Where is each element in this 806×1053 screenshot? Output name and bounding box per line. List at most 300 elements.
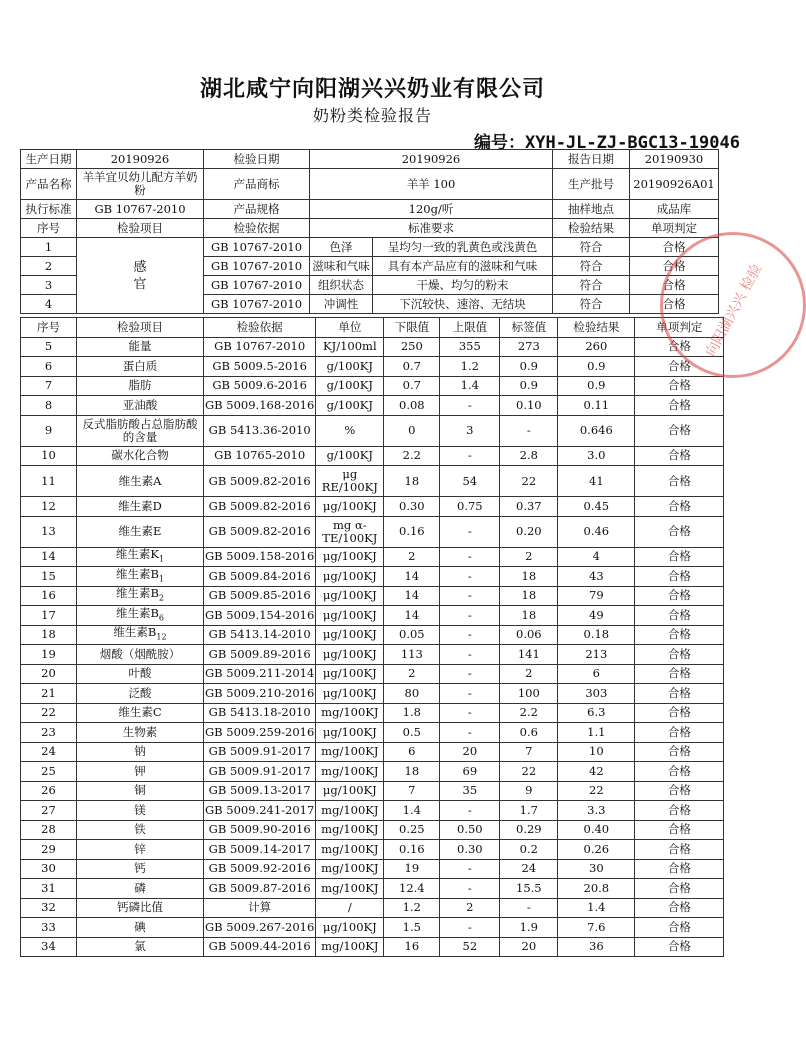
test-item: 铜	[77, 781, 204, 801]
test-basis: GB 5009.211-2014	[204, 664, 316, 684]
label-value: 0.2	[500, 840, 558, 860]
row-number: 12	[21, 497, 77, 517]
test-basis: GB 5009.168-2016	[204, 396, 316, 416]
test-item: 氯	[77, 937, 204, 957]
test-result: 3.0	[558, 446, 635, 466]
site-label: 抽样地点	[553, 200, 630, 219]
judgement: 合格	[635, 357, 724, 377]
test-item: 钠	[77, 742, 204, 762]
table-row	[21, 742, 724, 762]
test-basis: GB 10767-2010	[204, 257, 310, 276]
table-row	[21, 586, 724, 606]
table-row	[21, 859, 724, 879]
test-result: 0.11	[558, 396, 635, 416]
label-value: 18	[500, 567, 558, 587]
test-item: 钙磷比值	[77, 898, 204, 918]
table-row	[21, 238, 719, 257]
upper-limit: 3	[440, 415, 500, 446]
label-value: 0.9	[500, 357, 558, 377]
judgement: 合格	[635, 723, 724, 743]
test-item: 亚油酸	[77, 396, 204, 416]
judgement: 合格	[635, 337, 724, 357]
test-basis: GB 5009.154-2016	[204, 606, 316, 626]
test-result: 260	[558, 337, 635, 357]
unit: g/100KJ	[316, 396, 384, 416]
label-value: 20	[500, 937, 558, 957]
test-date: 20190926	[310, 150, 553, 169]
judgement: 合格	[635, 879, 724, 899]
test-results-table	[20, 317, 724, 957]
spec-label: 产品规格	[204, 200, 310, 219]
label-value: -	[500, 898, 558, 918]
test-basis: GB 5009.84-2016	[204, 567, 316, 587]
label-value: 7	[500, 742, 558, 762]
table-row	[21, 516, 724, 547]
report-date: 20190930	[630, 150, 719, 169]
test-item: 维生素$K_1$	[77, 547, 204, 567]
test-item: 泛酸	[77, 684, 204, 704]
results-header-1: 检验项目	[77, 318, 204, 338]
standard-requirement: 干燥、均匀的粉末	[373, 276, 553, 295]
test-item: 磷	[77, 879, 204, 899]
lower-limit: 6	[384, 742, 440, 762]
lower-limit: 14	[384, 567, 440, 587]
row-number: 26	[21, 781, 77, 801]
upper-limit: 1.2	[440, 357, 500, 377]
judgement: 合格	[635, 376, 724, 396]
results-header-8: 单项判定	[635, 318, 724, 338]
upper-limit: 0.50	[440, 820, 500, 840]
upper-limit: -	[440, 645, 500, 665]
test-basis: GB 5009.91-2017	[204, 742, 316, 762]
label-value: 0.10	[500, 396, 558, 416]
item-subscript: 1	[159, 554, 165, 564]
table-row	[21, 918, 724, 938]
test-result: 213	[558, 645, 635, 665]
table-row	[21, 664, 724, 684]
label-value: 0.20	[500, 516, 558, 547]
judgement: 合格	[635, 801, 724, 821]
unit: mg/100KJ	[316, 703, 384, 723]
batch: 20190926A01	[630, 169, 719, 200]
upper-limit: 54	[440, 466, 500, 497]
upper-limit: 20	[440, 742, 500, 762]
test-item: 镁	[77, 801, 204, 821]
judgement: 合格	[630, 238, 719, 257]
upper-limit: -	[440, 586, 500, 606]
standard: GB 10767-2010	[77, 200, 204, 219]
row-number: 24	[21, 742, 77, 762]
upper-limit: -	[440, 879, 500, 899]
test-result: 1.4	[558, 898, 635, 918]
unit: μg/100KJ	[316, 567, 384, 587]
lower-limit: 0.30	[384, 497, 440, 517]
results-header-7: 检验结果	[558, 318, 635, 338]
test-basis: GB 5009.14-2017	[204, 840, 316, 860]
test-basis: GB 5009.13-2017	[204, 781, 316, 801]
table-row	[21, 497, 724, 517]
test-result: 0.40	[558, 820, 635, 840]
row-number: 31	[21, 879, 77, 899]
label-value: 2.2	[500, 703, 558, 723]
test-result: 符合	[553, 295, 630, 314]
test-basis: GB 5009.90-2016	[204, 820, 316, 840]
lower-limit: 0.5	[384, 723, 440, 743]
test-result: 303	[558, 684, 635, 704]
standard-requirement: 呈均匀一致的乳黄色或浅黄色	[373, 238, 553, 257]
test-basis: GB 5413.18-2010	[204, 703, 316, 723]
lower-limit: 19	[384, 859, 440, 879]
test-result: 10	[558, 742, 635, 762]
lower-limit: 0.25	[384, 820, 440, 840]
lower-limit: 0.7	[384, 357, 440, 377]
test-item: 维生素$B_{12}$	[77, 625, 204, 645]
lower-limit: 1.5	[384, 918, 440, 938]
table-row	[21, 879, 724, 899]
lower-limit: 80	[384, 684, 440, 704]
row-number: 14	[21, 547, 77, 567]
unit: mg/100KJ	[316, 742, 384, 762]
judgement: 合格	[635, 742, 724, 762]
seal-text: 向阳湖兴兴 检验	[702, 261, 766, 360]
test-item: 铁	[77, 820, 204, 840]
results-header-6: 标签值	[500, 318, 558, 338]
test-basis: GB 5009.82-2016	[204, 466, 316, 497]
test-basis: GB 5009.5-2016	[204, 357, 316, 377]
unit: μg/100KJ	[316, 645, 384, 665]
test-result: 符合	[553, 276, 630, 295]
test-result: 符合	[553, 238, 630, 257]
upper-limit: -	[440, 801, 500, 821]
table-row	[21, 762, 724, 782]
label-value: 2.8	[500, 446, 558, 466]
sensory-header-3: 标准要求	[310, 219, 553, 238]
test-result: 0.45	[558, 497, 635, 517]
test-result: 49	[558, 606, 635, 626]
label-value: 18	[500, 606, 558, 626]
row-number: 15	[21, 567, 77, 587]
row-number: 28	[21, 820, 77, 840]
sensory-header-0: 序号	[21, 219, 77, 238]
test-basis: GB 5009.267-2016	[204, 918, 316, 938]
label-value: 22	[500, 466, 558, 497]
table-row	[21, 547, 724, 567]
label-value: 2	[500, 547, 558, 567]
product-name-label: 产品名称	[21, 169, 77, 200]
lower-limit: 113	[384, 645, 440, 665]
judgement: 合格	[635, 396, 724, 416]
lower-limit: 0.7	[384, 376, 440, 396]
sensory-attribute: 组织状态	[310, 276, 373, 295]
test-result: 1.1	[558, 723, 635, 743]
row-number: 20	[21, 664, 77, 684]
results-header-5: 上限值	[440, 318, 500, 338]
table-row	[21, 684, 724, 704]
judgement: 合格	[635, 606, 724, 626]
table-row	[21, 466, 724, 497]
unit: μg/100KJ	[316, 723, 384, 743]
table-row	[21, 703, 724, 723]
label-value: 100	[500, 684, 558, 704]
test-basis: GB 5009.210-2016	[204, 684, 316, 704]
label-value: 15.5	[500, 879, 558, 899]
sensory-attribute: 冲调性	[310, 295, 373, 314]
test-basis: GB 5009.259-2016	[204, 723, 316, 743]
judgement: 合格	[635, 466, 724, 497]
test-basis: GB 5009.241-2017	[204, 801, 316, 821]
lower-limit: 16	[384, 937, 440, 957]
row-number: 13	[21, 516, 77, 547]
lower-limit: 18	[384, 466, 440, 497]
test-result: 36	[558, 937, 635, 957]
judgement: 合格	[635, 703, 724, 723]
lower-limit: 250	[384, 337, 440, 357]
test-basis: GB 10767-2010	[204, 295, 310, 314]
upper-limit: -	[440, 703, 500, 723]
unit: mg/100KJ	[316, 859, 384, 879]
test-item: 维生素$B_6$	[77, 606, 204, 626]
sensory-header-1: 检验项目	[77, 219, 204, 238]
judgement: 合格	[635, 684, 724, 704]
row-number: 21	[21, 684, 77, 704]
product-info-table	[20, 149, 719, 314]
upper-limit: 0.30	[440, 840, 500, 860]
unit: μg/100KJ	[316, 918, 384, 938]
item-subscript: 6	[158, 612, 165, 622]
table-row	[21, 415, 724, 446]
row-number: 29	[21, 840, 77, 860]
unit: μg/100KJ	[316, 586, 384, 606]
prod-date-label: 生产日期	[21, 150, 77, 169]
standard-requirement: 具有本产品应有的滋味和气味	[373, 257, 553, 276]
judgement: 合格	[630, 257, 719, 276]
lower-limit: 2	[384, 664, 440, 684]
standard-label: 执行标准	[21, 200, 77, 219]
sensory-attribute: 滋味和气味	[310, 257, 373, 276]
test-item: 维生素$B_1$	[77, 567, 204, 587]
test-result: 0.9	[558, 376, 635, 396]
judgement: 合格	[635, 586, 724, 606]
label-value: 0.9	[500, 376, 558, 396]
upper-limit: 52	[440, 937, 500, 957]
batch-label: 生产批号	[553, 169, 630, 200]
judgement: 合格	[630, 295, 719, 314]
upper-limit: 2	[440, 898, 500, 918]
table-row	[21, 645, 724, 665]
label-value: 1.7	[500, 801, 558, 821]
unit: g/100KJ	[316, 357, 384, 377]
upper-limit: -	[440, 567, 500, 587]
sensory-header-row	[21, 219, 719, 238]
test-result: 22	[558, 781, 635, 801]
test-basis: GB 10767-2010	[204, 337, 316, 357]
unit: g/100KJ	[316, 446, 384, 466]
table-row	[21, 625, 724, 645]
test-basis: GB 5009.44-2016	[204, 937, 316, 957]
sensory-header-4: 检验结果	[553, 219, 630, 238]
row-number: 30	[21, 859, 77, 879]
sensory-category: 感官	[77, 238, 204, 314]
test-basis: GB 10767-2010	[204, 238, 310, 257]
test-item: 烟酸（烟酰胺）	[77, 645, 204, 665]
judgement: 合格	[635, 781, 724, 801]
judgement: 合格	[635, 859, 724, 879]
unit: μg/100KJ	[316, 547, 384, 567]
test-result: 0.18	[558, 625, 635, 645]
judgement: 合格	[635, 820, 724, 840]
sensory-header-5: 单项判定	[630, 219, 719, 238]
test-item: 脂肪	[77, 376, 204, 396]
upper-limit: -	[440, 918, 500, 938]
results-header-row	[21, 318, 724, 338]
table-row	[21, 840, 724, 860]
item-subscript: 12	[156, 632, 167, 642]
judgement: 合格	[635, 516, 724, 547]
test-result: 43	[558, 567, 635, 587]
upper-limit: 1.4	[440, 376, 500, 396]
unit: mg α-TE/100KJ	[316, 516, 384, 547]
row-number: 27	[21, 801, 77, 821]
label-value: 0.06	[500, 625, 558, 645]
lower-limit: 0	[384, 415, 440, 446]
test-result: 0.46	[558, 516, 635, 547]
brand: 羊羊 100	[310, 169, 553, 200]
judgement: 合格	[635, 918, 724, 938]
upper-limit: 69	[440, 762, 500, 782]
label-value: 9	[500, 781, 558, 801]
test-result: 0.646	[558, 415, 635, 446]
test-basis: GB 5009.6-2016	[204, 376, 316, 396]
test-result: 0.26	[558, 840, 635, 860]
judgement: 合格	[635, 645, 724, 665]
test-basis: GB 5009.89-2016	[204, 645, 316, 665]
unit: μg/100KJ	[316, 781, 384, 801]
lower-limit: 2.2	[384, 446, 440, 466]
test-item: 锌	[77, 840, 204, 860]
test-basis: GB 5413.36-2010	[204, 415, 316, 446]
judgement: 合格	[635, 664, 724, 684]
label-value: 273	[500, 337, 558, 357]
row-number: 18	[21, 625, 77, 645]
test-basis: GB 5009.87-2016	[204, 879, 316, 899]
table-row	[21, 820, 724, 840]
test-item: 钾	[77, 762, 204, 782]
standard-requirement: 下沉较快、速溶、无结块	[373, 295, 553, 314]
test-item: 能量	[77, 337, 204, 357]
row-number: 25	[21, 762, 77, 782]
label-value: 1.9	[500, 918, 558, 938]
test-result: 6	[558, 664, 635, 684]
unit: mg/100KJ	[316, 937, 384, 957]
lower-limit: 18	[384, 762, 440, 782]
row-number: 22	[21, 703, 77, 723]
row-number: 17	[21, 606, 77, 626]
unit: mg/100KJ	[316, 879, 384, 899]
upper-limit: -	[440, 625, 500, 645]
judgement: 合格	[635, 762, 724, 782]
unit: mg/100KJ	[316, 762, 384, 782]
lower-limit: 2	[384, 547, 440, 567]
row-number: 23	[21, 723, 77, 743]
label-value: 18	[500, 586, 558, 606]
row-number: 7	[21, 376, 77, 396]
lower-limit: 1.8	[384, 703, 440, 723]
table-row	[21, 781, 724, 801]
test-result: 7.6	[558, 918, 635, 938]
row-number: 4	[21, 295, 77, 314]
report-date-label: 报告日期	[553, 150, 630, 169]
label-value: 2	[500, 664, 558, 684]
upper-limit: -	[440, 859, 500, 879]
row-number: 32	[21, 898, 77, 918]
test-item: 反式脂肪酸占总脂肪酸的含量	[77, 415, 204, 446]
table-row	[21, 723, 724, 743]
test-result: 42	[558, 762, 635, 782]
test-result: 6.3	[558, 703, 635, 723]
test-item: 碘	[77, 918, 204, 938]
test-result: 4	[558, 547, 635, 567]
test-basis: GB 5009.91-2017	[204, 762, 316, 782]
upper-limit: -	[440, 516, 500, 547]
test-item: 维生素E	[77, 516, 204, 547]
judgement: 合格	[635, 446, 724, 466]
results-header-4: 下限值	[384, 318, 440, 338]
company-name: 湖北咸宁向阳湖兴兴奶业有限公司	[199, 76, 545, 102]
unit: μg/100KJ	[316, 497, 384, 517]
row-number: 11	[21, 466, 77, 497]
test-date-label: 检验日期	[204, 150, 310, 169]
test-result: 30	[558, 859, 635, 879]
lower-limit: 0.05	[384, 625, 440, 645]
table-row	[21, 801, 724, 821]
test-item: 维生素A	[77, 466, 204, 497]
sensory-header-2: 检验依据	[204, 219, 310, 238]
test-item: 维生素D	[77, 497, 204, 517]
judgement: 合格	[635, 937, 724, 957]
test-result: 79	[558, 586, 635, 606]
unit: μg/100KJ	[316, 606, 384, 626]
report-title: 奶粉类检验报告	[312, 106, 432, 125]
label-value: 0.6	[500, 723, 558, 743]
test-item: 蛋白质	[77, 357, 204, 377]
report-number: 编号：XYH-JL-ZJ-BGC13-19046	[474, 133, 740, 153]
row-number: 1	[21, 238, 77, 257]
test-result: 20.8	[558, 879, 635, 899]
judgement: 合格	[635, 415, 724, 446]
test-item: 钙	[77, 859, 204, 879]
table-row	[21, 376, 724, 396]
table-row	[21, 357, 724, 377]
product-name: 羊羊宜贝幼儿配方羊奶粉	[77, 169, 204, 200]
upper-limit: -	[440, 723, 500, 743]
test-basis: GB 10767-2010	[204, 276, 310, 295]
table-row	[21, 937, 724, 957]
test-item: 维生素$B_2$	[77, 586, 204, 606]
row-number: 16	[21, 586, 77, 606]
judgement: 合格	[635, 840, 724, 860]
unit: μg/100KJ	[316, 684, 384, 704]
unit: KJ/100ml	[316, 337, 384, 357]
test-item: 生物素	[77, 723, 204, 743]
table-row	[21, 567, 724, 587]
table-row	[21, 898, 724, 918]
test-result: 符合	[553, 257, 630, 276]
lower-limit: 7	[384, 781, 440, 801]
row-number: 8	[21, 396, 77, 416]
label-value: 0.29	[500, 820, 558, 840]
table-row	[21, 396, 724, 416]
unit: mg/100KJ	[316, 801, 384, 821]
